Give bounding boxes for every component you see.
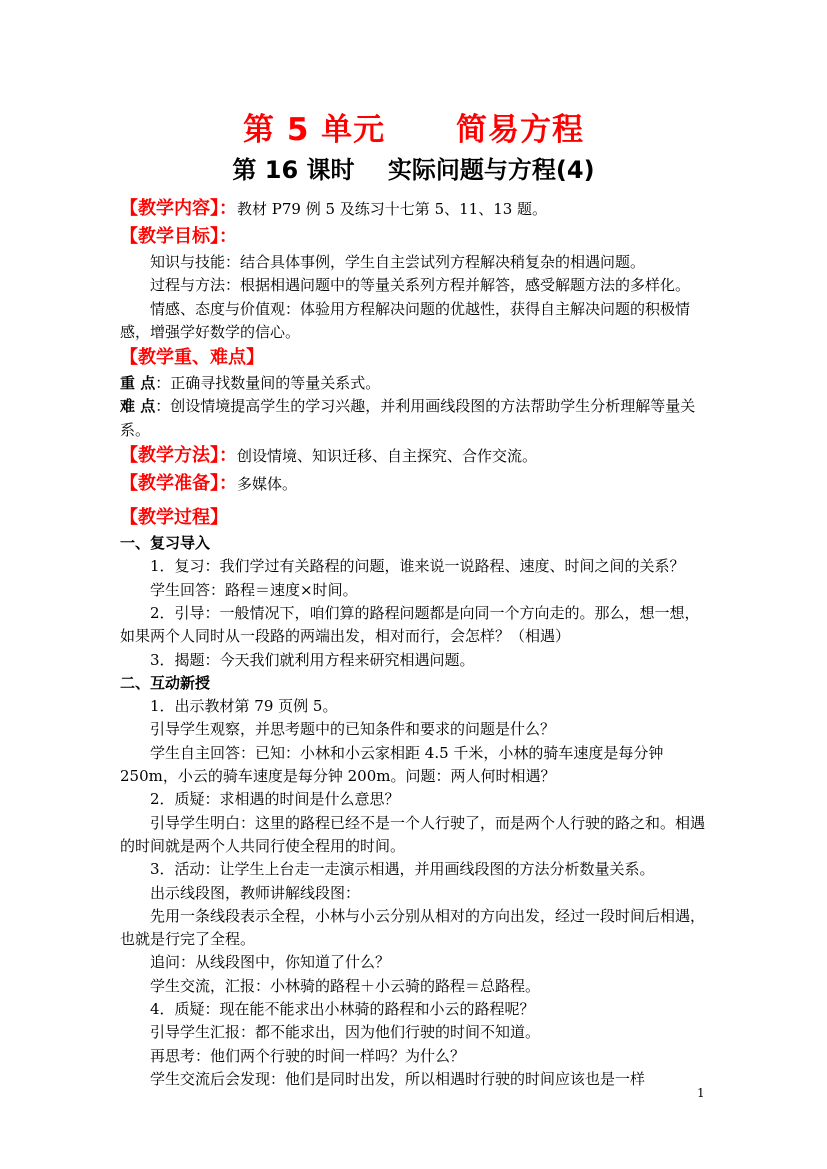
document-body — [120, 195, 706, 1091]
objectives-label: 【教学目标】： — [120, 226, 237, 247]
methods-text: 创设情境、知识迁移、自主探究、合作交流。 — [237, 447, 538, 466]
teaching-methods — [120, 442, 706, 470]
review-paragraph-3: 2．引导：一般情况下，咱们算的路程问题都是向同一个方向走的。那么，想一想，如果两个人同时从一段路的两端出发，相对而行，会怎样？（相遇） — [120, 603, 700, 646]
lesson-title: 第 16 课时 实际问题与方程(4) — [232, 156, 595, 184]
objective-process: 过程与方法：根据相遇问题中的等量关系列方程并解答，感受解题方法的多样化。 — [150, 276, 691, 295]
preparation-label: 【教学准备】： — [120, 473, 237, 495]
teaching-preparation — [120, 470, 706, 498]
new-paragraph-6: 3．活动：让学生上台走一走演示相遇，并用画线段图的方法分析数量关系。 — [150, 860, 655, 879]
new-paragraph-9: 追问：从线段图中，你知道了什么？ — [150, 953, 391, 972]
unit-title: 第 5 单元 简易方程 — [243, 112, 584, 148]
key-points-label: 【教学重、难点】 — [120, 347, 264, 369]
teaching-content — [120, 195, 706, 223]
new-paragraph-3: 学生自主回答：已知：小林和小云家相距 4.5 千米，小林的骑车速度是每分钟 250m，小云的骑车速度是每分钟 200m。问题：两人何时相遇？ — [120, 743, 664, 786]
new-paragraph-2: 引导学生观察，并思考题中的已知条件和要求的问题是什么？ — [150, 720, 556, 739]
process-heading — [120, 504, 706, 532]
objectives-heading — [120, 223, 706, 251]
section-new-teaching-heading: 二、互动新授 — [120, 673, 211, 692]
objective-knowledge: 知识与技能：结合具体事例，学生自主尝试列方程解决稍复杂的相遇问题。 — [150, 253, 646, 271]
new-paragraph-12: 引导学生汇报：都不能求出，因为他们行驶的时间不知道。 — [150, 1023, 541, 1042]
review-paragraph-1: 1．复习：我们学过有关路程的问题，谁来说一说路程、速度、时间之间的关系？ — [150, 557, 685, 576]
new-paragraph-8: 先用一条线段表示全程，小林与小云分别从相对的方向出发，经过一段时间后相遇，也就是行完了全程。 — [120, 906, 706, 949]
new-paragraph-13: 再思考：他们两个行驶的时间一样吗？为什么？ — [150, 1046, 466, 1065]
new-paragraph-4: 2．质疑：求相遇的时间是什么意思？ — [150, 790, 400, 809]
teaching-content-text: 教材 P79 例 5 及练习十七第 5、11、13 题。 — [237, 200, 548, 218]
key-point — [120, 372, 706, 395]
teaching-content-label: 【教学内容】： — [120, 198, 237, 219]
key-points-heading — [120, 344, 706, 372]
methods-label: 【教学方法】： — [120, 445, 237, 467]
preparation-text: 多媒体。 — [237, 475, 298, 494]
new-paragraph-1: 1．出示教材第 79 页例 5。 — [150, 697, 338, 716]
new-paragraph-10: 学生交流，汇报：小林骑的路程＋小云骑的路程＝总路程。 — [150, 976, 541, 995]
new-paragraph-5: 引导学生明白：这里的路程已经不是一个人行驶了，而是两个人行驶的路之和。相遇的时间就是两个人共同行使全程用的时间。 — [120, 813, 706, 855]
section-review-heading: 一、复习导入 — [120, 534, 211, 553]
key-point-text: ：正确寻找数量间的等量关系式。 — [155, 374, 381, 393]
page-number: 1 — [697, 1086, 705, 1100]
new-paragraph-14: 学生交流后会发现：他们是同时出发，所以相遇时行驶的时间应该也是一样 — [150, 1069, 646, 1088]
new-paragraph-11: 4．质疑：现在能不能求出小林骑的路程和小云的路程呢？ — [150, 1000, 535, 1019]
difficult-point — [120, 395, 706, 442]
review-paragraph-2: 学生回答：路程＝速度×时间。 — [150, 580, 358, 599]
new-paragraph-7: 出示线段图，教师讲解线段图： — [150, 883, 361, 902]
difficult-point-label: 难 点 — [120, 397, 156, 416]
process-label: 【教学过程】 — [120, 507, 228, 529]
difficult-point-text: ：创设情境提高学生的学习兴趣，并利用画线段图的方法帮助学生分析理解等量关系。 — [120, 397, 696, 439]
objective-emotion: 情感、态度与价值观：体验用方程解决问题的优越性，获得自主解决问题的积极情感，增强学好数学的信心。 — [120, 299, 691, 341]
key-point-label: 重 点 — [120, 374, 156, 393]
review-paragraph-4: 3．揭题：今天我们就利用方程来研究相遇问题。 — [150, 650, 475, 669]
